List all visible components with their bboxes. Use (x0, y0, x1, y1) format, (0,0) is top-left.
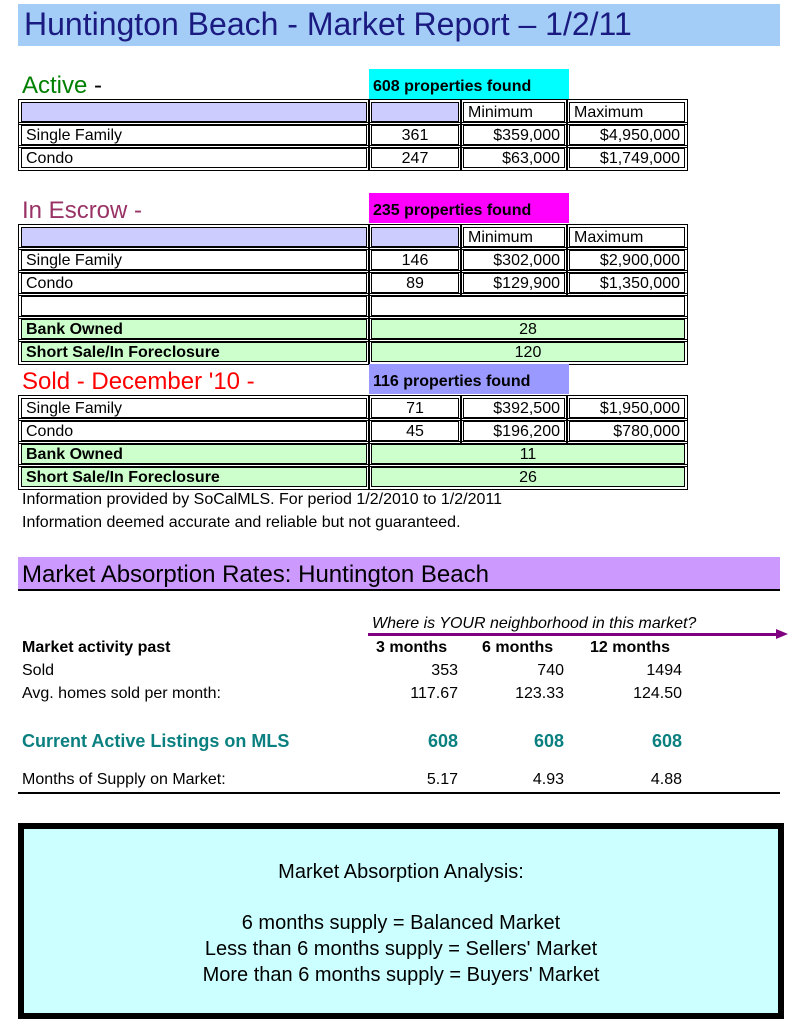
escrow-row-count: 146 (371, 250, 459, 270)
escrow-row-min: $129,900 (463, 273, 565, 293)
analysis-line: More than 6 months supply = Buyers' Market (202, 964, 600, 986)
sold-found-badge: 116 properties found (369, 364, 569, 394)
sold-3-months: 353 (431, 662, 458, 679)
sold-heading: Sold - December '10 - (22, 368, 255, 395)
sold-row-count: 45 (371, 421, 459, 441)
active-row-max: $4,950,000 (569, 125, 685, 145)
active-header-min: Minimum (463, 102, 565, 122)
escrow-short-sale-value: 120 (371, 342, 685, 362)
supply-label: Months of Supply on Market: (22, 771, 226, 788)
escrow-found-badge: 235 properties found (369, 193, 569, 223)
active-row-count: 247 (371, 148, 459, 168)
page-title: Huntington Beach - Market Report – 1/2/11 (24, 6, 632, 42)
escrow-bank-owned-value: 28 (371, 319, 685, 339)
disclaimer-note: Information deemed accurate and reliable but not guaranteed. (22, 514, 461, 531)
active-row-max: $1,749,000 (569, 148, 685, 168)
neighborhood-question: Where is YOUR neighborhood in this market? (372, 615, 697, 632)
sold-row-max: $1,950,000 (569, 398, 685, 418)
supply-12-months: 4.88 (650, 771, 682, 788)
arrow-line (368, 633, 780, 636)
avg-label: Avg. homes sold per month: (22, 685, 221, 702)
active-row-min: $63,000 (463, 148, 565, 168)
active-heading (22, 72, 102, 100)
avg-3-months: 117.67 (410, 685, 458, 702)
sold-row-count: 71 (371, 398, 459, 418)
sold-bank-owned-label: Bank Owned (21, 444, 367, 464)
escrow-header-max: Maximum (569, 227, 685, 247)
escrow-header-min: Minimum (463, 227, 565, 247)
escrow-row-type: Condo (21, 273, 367, 293)
avg-6-months: 123.33 (515, 685, 564, 702)
period-6-months: 6 months (482, 639, 554, 656)
escrow-row-max: $2,900,000 (569, 250, 685, 270)
sold-label: Sold (22, 662, 55, 679)
active-found-badge: 608 properties found (369, 69, 569, 99)
escrow-row-max: $1,350,000 (569, 273, 685, 293)
avg-12-months: 124.50 (633, 685, 682, 702)
escrow-blank-cell (21, 296, 367, 316)
active-row-type: Single Family (21, 125, 367, 145)
analysis-heading: Market Absorption Analysis: (278, 861, 524, 883)
active-header-type (21, 102, 367, 122)
active-dash: - (87, 72, 103, 99)
escrow-header-count (371, 227, 459, 247)
period-3-months: 3 months (376, 639, 448, 656)
arrow-right-icon (776, 629, 788, 639)
analysis-line: 6 months supply = Balanced Market (241, 912, 561, 934)
escrow-bank-owned-label: Bank Owned (21, 319, 367, 339)
absorption-title: Market Absorption Rates: Huntington Beach (22, 561, 489, 588)
current-listings-label: Current Active Listings on MLS (22, 731, 290, 751)
escrow-row-count: 89 (371, 273, 459, 293)
escrow-heading: In Escrow - (22, 197, 143, 224)
supply-6-months: 4.93 (532, 771, 564, 788)
period-12-months: 12 months (590, 639, 671, 656)
absorption-underline (18, 589, 780, 591)
supply-3-months: 5.17 (426, 771, 458, 788)
section-divider (18, 792, 780, 794)
sold-12-months: 1494 (646, 662, 682, 679)
sold-6-months: 740 (537, 662, 564, 679)
current-3-months: 608 (427, 731, 458, 751)
analysis-box (18, 823, 784, 1019)
source-note: Information provided by SoCalMLS. For period 1/2/2010 to 1/2/2011 (22, 491, 502, 508)
current-12-months: 608 (651, 731, 682, 751)
escrow-row-min: $302,000 (463, 250, 565, 270)
sold-row-type: Single Family (21, 398, 367, 418)
sold-row-min: $392,500 (463, 398, 565, 418)
active-header-max: Maximum (569, 102, 685, 122)
activity-label: Market activity past (22, 639, 171, 656)
analysis-line: Less than 6 months supply = Sellers' Market (204, 938, 598, 960)
sold-short-sale-label: Short Sale/In Foreclosure (21, 467, 367, 487)
active-row-type: Condo (21, 148, 367, 168)
sold-row-min: $196,200 (463, 421, 565, 441)
active-label: Active (22, 72, 88, 99)
sold-bank-owned-value: 11 (371, 444, 685, 464)
escrow-short-sale-label: Short Sale/In Foreclosure (21, 342, 367, 362)
sold-row-type: Condo (21, 421, 367, 441)
escrow-blank-cell (371, 296, 685, 316)
escrow-header-type (21, 227, 367, 247)
escrow-row-type: Single Family (21, 250, 367, 270)
active-header-count (371, 102, 459, 122)
active-row-count: 361 (371, 125, 459, 145)
current-6-months: 608 (533, 731, 564, 751)
sold-short-sale-value: 26 (371, 467, 685, 487)
active-row-min: $359,000 (463, 125, 565, 145)
sold-row-max: $780,000 (569, 421, 685, 441)
